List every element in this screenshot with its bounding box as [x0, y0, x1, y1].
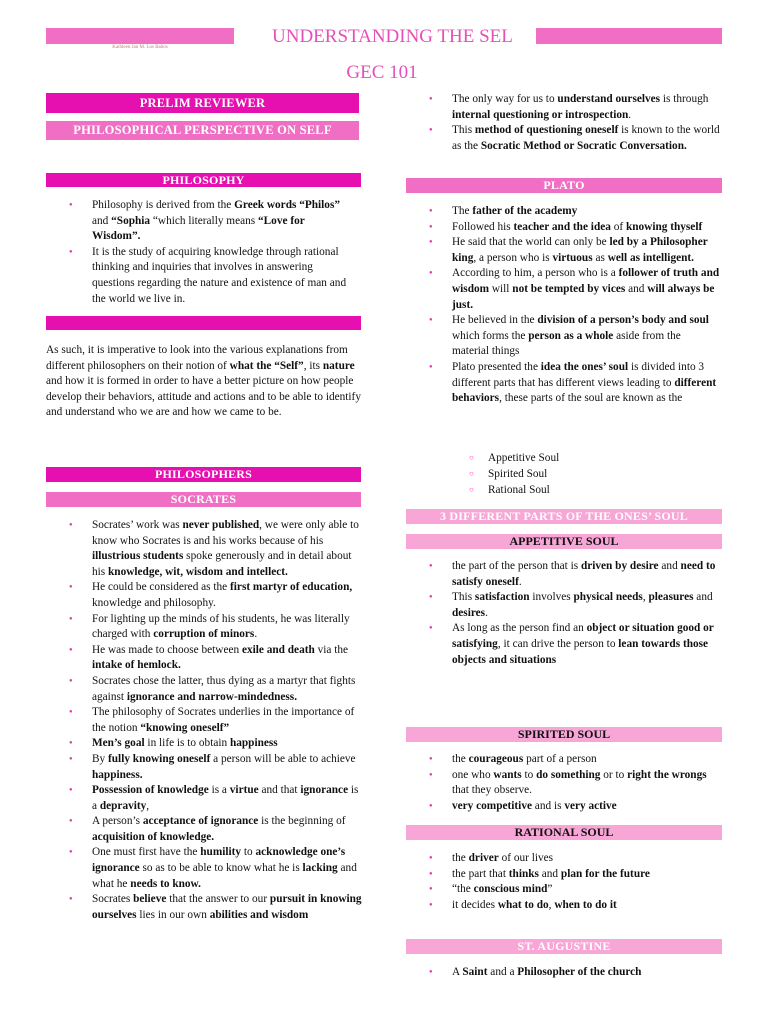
course-code: GEC 101 [346, 62, 418, 83]
text-run: that they observe. [452, 784, 532, 797]
philosophy-heading: PHILOSOPHY [46, 173, 361, 187]
text-run: One must first have the [92, 846, 201, 859]
bullet-item [426, 898, 720, 914]
bullet-item [426, 559, 720, 590]
bold-text: physical needs [573, 591, 643, 604]
author-name: Kathleen Jan M. Los Baños [112, 45, 168, 50]
bullet-item [66, 752, 364, 783]
soul-parts-heading: 3 DIFFERENT PARTS OF THE ONES’ SOUL [406, 509, 722, 524]
perspective-banner: PHILOSOPHICAL PERSPECTIVE ON SELF [46, 121, 359, 140]
text-run: Socrates chose the latter, thus dying as a martyr that fights against [92, 674, 356, 703]
bold-text: driven by desire [580, 560, 659, 572]
bold-text: believe [133, 893, 167, 906]
st-augustine-heading: ST. AUGUSTINE [406, 939, 722, 954]
bold-text: virtuous [552, 251, 593, 264]
soul-part-item: ○ Appetitive Soul [466, 450, 666, 466]
text-run: . [485, 606, 488, 619]
bullet-item [426, 882, 720, 898]
text-run: The [452, 205, 473, 217]
bold-text: conscious mind [473, 883, 548, 896]
text-run: He was made to choose between [92, 643, 242, 656]
text-run: , [548, 898, 555, 911]
text-run: it decides [452, 898, 498, 911]
bold-text: ignorance and narrow-mindedness. [126, 690, 298, 703]
text-run: , its [303, 359, 323, 372]
text-run: the [452, 753, 469, 765]
text-run: so as to be able to know what he is [139, 862, 303, 875]
text-run: For lighting up the minds of his students, he was literally charged with [92, 612, 350, 641]
text-run: A person’s [92, 815, 143, 828]
bold-text: needs to know. [130, 877, 201, 890]
bold-text: first martyr of education, [230, 581, 353, 594]
bullet-item [66, 814, 364, 845]
philosophers-heading: PHILOSOPHERS [46, 467, 361, 482]
text-run: and a [487, 966, 518, 978]
soul-parts-list [466, 450, 666, 498]
bold-text: acknowledge one’s ignorance [92, 846, 346, 875]
bold-text: abilities and wisdom [209, 908, 309, 921]
header-bar-right [536, 28, 722, 44]
bold-text: need to satisfy oneself [452, 560, 716, 588]
text-run: Plato presented the [452, 360, 541, 373]
text-run: As long as the person find an [452, 622, 587, 635]
bold-text: knowledge, wit, wisdom and intellect. [108, 565, 288, 578]
text-run: “the [452, 883, 474, 896]
text-run: and is [531, 799, 565, 812]
bold-text: plan for the future [560, 867, 650, 880]
bold-text: fully knowing oneself [108, 752, 211, 765]
text-run: . [518, 575, 522, 588]
bold-text: very competitive [452, 799, 532, 812]
text-run: , it can drive the person to [497, 637, 619, 650]
text-run: He said that the world can only be [452, 236, 610, 249]
bullet-item [426, 799, 720, 815]
text-run: that the answer to our [166, 893, 270, 906]
appetitive-soul-heading: APPETITIVE SOUL [406, 534, 722, 549]
text-run: ” [547, 883, 553, 896]
bullet-item [426, 235, 720, 266]
text-run: is a [92, 784, 359, 812]
bold-text: very active [564, 799, 617, 812]
bullet-item [66, 736, 364, 752]
text-run: , [642, 591, 649, 604]
socrates-heading: SOCRATES [46, 492, 361, 507]
bullet-item [66, 845, 364, 892]
text-run: is known to the world as the [452, 124, 720, 152]
bold-text: pleasures [648, 591, 694, 604]
bold-text: happiness [229, 737, 278, 750]
bold-text: ignorance [300, 784, 349, 797]
text-run: the part of the person that is [452, 560, 581, 572]
bullet-item [66, 705, 364, 736]
bold-text: exile and death [241, 643, 315, 656]
text-run: and that [258, 784, 301, 797]
bullet-item [66, 674, 364, 705]
text-run: aside from the material things [452, 329, 681, 358]
soul-part-item: ○ Rational Soul [466, 482, 666, 498]
text-run: Socrates [92, 893, 134, 906]
bullet-item [426, 266, 720, 313]
bold-text: will always be just. [452, 282, 715, 311]
text-run: via the [314, 643, 349, 656]
text-run: “which literally means [150, 214, 258, 227]
bold-text: thinks [508, 867, 539, 880]
rational-list [426, 851, 720, 913]
intro-paragraph [46, 343, 364, 421]
bullet-item [426, 313, 720, 360]
bold-text: illustrious students [92, 550, 184, 563]
text-run: As such, it is imperative to look into the various explanations from different philosophers on their notion of [46, 344, 348, 372]
bullet-item [426, 92, 724, 123]
text-run: , these parts of the soul are known as the [499, 392, 683, 405]
bold-text: lean towards those objects and situations [452, 637, 709, 666]
text-run: It is the study of acquiring knowledge through rational thinking and inquiries that involves in answering questions regarding the nature and existence of man and the world we live in. [92, 245, 347, 305]
bold-text: teacher and the idea [513, 220, 611, 233]
rational-soul-heading: RATIONAL SOUL [406, 825, 722, 840]
text-run: , a person who is [473, 251, 553, 264]
bold-text: what to do [497, 898, 549, 911]
text-run: Followed his [452, 220, 514, 233]
text-run: to [241, 846, 256, 859]
text-run: and [538, 867, 561, 880]
bold-text: internal questioning or introspection [452, 108, 629, 121]
text-run: By [92, 752, 109, 765]
bold-text: depravity [99, 799, 147, 812]
bold-text: idea the ones’ soul [540, 360, 629, 373]
philosophy-list [66, 198, 348, 307]
text-run: or to [600, 768, 628, 781]
text-run: will [489, 282, 513, 295]
bold-text: when to do it [554, 898, 617, 911]
text-run: is the beginning of [258, 815, 346, 828]
bold-text: Socratic Method or Socratic Conversation. [480, 139, 687, 152]
text-run: and [693, 591, 713, 604]
bullet-item [66, 245, 348, 307]
text-run: lies in our own [136, 908, 210, 921]
bold-text: humility [200, 846, 242, 859]
plato-list [426, 204, 720, 407]
header-bar-left [46, 28, 234, 44]
text-run: This [452, 591, 475, 604]
socrates-continued-list [426, 92, 724, 154]
text-run: of our lives [498, 852, 554, 864]
socrates-list [66, 518, 364, 923]
bold-text: knowing thyself [625, 220, 703, 233]
text-run: . [628, 108, 632, 121]
bold-text: courageous [468, 753, 524, 765]
bold-text: Possession of knowledge [92, 784, 209, 797]
bullet-item [426, 590, 720, 621]
spirited-list [426, 752, 720, 814]
text-run: and how it is formed in order to have a better picture on how people develop their behaviors, attitude and actions and to be able to identify and understand who we are and how we came to be. [46, 375, 361, 419]
bullet-item [66, 580, 364, 611]
text-run: in life is to obtain [144, 737, 230, 750]
bold-text: corruption of minors [153, 628, 255, 641]
augustine-list [426, 965, 720, 981]
bold-text: never published [182, 519, 260, 531]
bullet-item [66, 643, 364, 674]
section-divider-bar [46, 316, 361, 330]
text-run: and [625, 282, 648, 295]
text-run: , [146, 799, 150, 812]
text-run: the [452, 852, 469, 864]
soul-part-item: ○ Spirited Soul [466, 466, 666, 482]
bold-text: pursuit in knowing ourselves [92, 893, 362, 921]
text-run: is a [208, 784, 230, 797]
bullet-item [426, 768, 720, 799]
bold-text: happiness. [92, 768, 143, 781]
bold-text: Philosopher of the church [517, 966, 642, 978]
bold-text: “Love for Wisdom”. [92, 214, 305, 243]
bold-text: desires [452, 606, 486, 619]
text-run: This [452, 124, 475, 137]
bullet-item [66, 198, 348, 245]
prelim-reviewer-banner: PRELIM REVIEWER [46, 93, 359, 113]
text-run: is divided into 3 different parts that has different views leading to [452, 360, 705, 389]
bold-text: wants [493, 768, 522, 781]
spirited-soul-heading: SPIRITED SOUL [406, 727, 722, 742]
text-run: According to him, a person who is a [452, 267, 619, 280]
bold-text: Greek words “Philos” [234, 199, 340, 211]
bold-text: follower of truth and wisdom [452, 267, 720, 295]
text-run: a person will be able to achieve [210, 752, 356, 765]
bold-text: division of a person’s body and soul [537, 314, 709, 327]
bold-text: satisfaction [474, 591, 530, 604]
bold-text: understand ourselves [557, 93, 661, 105]
bold-text: acceptance of ignorance [142, 815, 259, 828]
text-run: , we were only able to know who Socrates is and his works because of his [92, 519, 359, 547]
page-title: UNDERSTANDING THE SEL [272, 26, 513, 47]
bullet-item [426, 851, 720, 867]
bold-text: method of questioning oneself [474, 124, 619, 137]
text-run: is through [660, 93, 709, 105]
text-run: as [592, 251, 608, 264]
bold-text: not be tempted by vices [512, 282, 626, 295]
bullet-item [426, 867, 720, 883]
text-run: which forms the [452, 329, 529, 342]
text-run: and what he [92, 862, 357, 890]
appetitive-list [426, 559, 720, 668]
bold-text: Saint [462, 966, 488, 978]
text-run: knowledge and philosophy. [92, 596, 216, 609]
bold-text: virtue [229, 784, 259, 797]
bold-text: well as intelligent. [607, 251, 694, 264]
text-run: The philosophy of Socrates underlies in the importance of the notion [92, 706, 355, 734]
text-run: and [92, 214, 112, 227]
bullet-item [66, 892, 364, 923]
text-run: . [254, 628, 258, 641]
text-run: He believed in the [452, 314, 538, 327]
bold-text: do something [536, 768, 601, 781]
bullet-item [426, 220, 720, 236]
text-run: The only way for us to [452, 93, 558, 105]
text-run: part of a person [523, 753, 597, 765]
bold-text: driver [468, 852, 499, 864]
bullet-item [66, 518, 364, 580]
text-run: A [452, 966, 463, 978]
bullet-item [426, 752, 720, 768]
bold-text: father of the academy [472, 205, 578, 217]
bullet-item [426, 621, 720, 668]
text-run: Philosophy is derived from the [92, 199, 235, 211]
bold-text: intake of hemlock. [92, 659, 181, 672]
bullet-item [66, 612, 364, 643]
text-run: Socrates’ work was [92, 519, 183, 531]
bullet-item [426, 204, 720, 220]
bullet-item [66, 783, 364, 814]
text-run: He could be considered as the [92, 581, 231, 594]
bold-text: “Sophia [111, 214, 151, 227]
bold-text: Men’s goal [92, 737, 145, 750]
text-run: and [658, 560, 681, 572]
bullet-item [426, 965, 720, 981]
bold-text: what the “Self” [229, 359, 304, 372]
text-run: of [610, 220, 626, 233]
bullet-item [426, 360, 720, 407]
plato-heading: PLATO [406, 178, 722, 193]
bold-text: acquisition of knowledge. [92, 830, 215, 843]
bold-text: led by a Philosopher king [452, 236, 708, 264]
bold-text: “knowing oneself” [140, 721, 230, 734]
bold-text: object or situation good or satisfying [452, 622, 714, 650]
text-run: one who [452, 768, 494, 781]
bold-text: lacking [302, 862, 338, 875]
text-run: involves [529, 591, 574, 604]
bold-text: person as a whole [528, 329, 614, 342]
text-run: spoke generously and in detail about his [92, 550, 352, 578]
bold-text: nature [322, 359, 355, 372]
text-run: the part that [452, 867, 509, 880]
bullet-item [426, 123, 724, 154]
bold-text: right the wrongs [627, 768, 707, 781]
bold-text: different behaviors [452, 376, 717, 405]
text-run: to [521, 768, 537, 781]
